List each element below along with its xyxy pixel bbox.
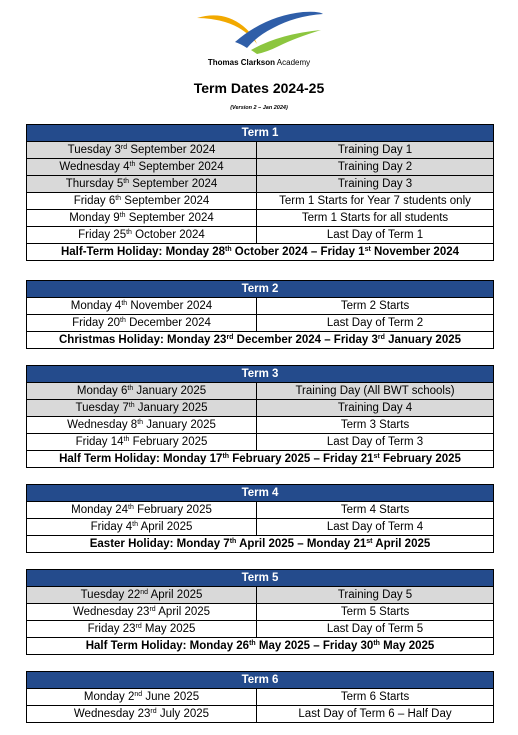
text-part: Half Term Holiday: Monday 26 [85, 639, 250, 652]
term-header: Term 5 [27, 570, 494, 587]
text-part: Tuesday 22 [80, 588, 141, 601]
ordinal-suffix: th [120, 316, 126, 324]
table-row [27, 142, 494, 159]
text-part: November 2024 [370, 245, 460, 258]
text-part: Wednesday 4 [59, 160, 130, 173]
term-table [26, 569, 494, 655]
text-part: Half-Term Holiday: Monday 28 [60, 245, 225, 258]
date-cell [27, 193, 257, 210]
table-row [27, 587, 494, 604]
event-cell: Term 1 Starts for Year 7 students only [257, 193, 494, 210]
term-table [26, 365, 494, 468]
event-cell: Last Day of Term 3 [257, 434, 494, 451]
term-header: Term 4 [27, 485, 494, 502]
text-part: April 2025 – Monday 21 [236, 537, 367, 550]
text-part: Friday 14 [75, 435, 124, 448]
table-row [27, 298, 494, 315]
text-part: April 2025 [155, 605, 211, 618]
date-cell [27, 519, 257, 536]
term-header: Term 2 [27, 281, 494, 298]
text-part: May 2025 [379, 639, 435, 652]
holiday-row [27, 332, 494, 349]
event-cell: Training Day 5 [257, 587, 494, 604]
ordinal-suffix: st [373, 452, 380, 460]
event-cell: Term 6 Starts [257, 689, 494, 706]
table-row [27, 227, 494, 244]
event-cell: Training Day (All BWT schools) [257, 383, 494, 400]
text-part: April 2025 [138, 520, 193, 533]
table-row [27, 502, 494, 519]
text-part: February 2025 [379, 452, 461, 465]
date-cell [27, 689, 257, 706]
event-cell: Training Day 1 [257, 142, 494, 159]
text-part: December 2024 [125, 316, 211, 329]
table-row [27, 383, 494, 400]
school-name-rest: Academy [275, 58, 311, 67]
text-part: May 2025 – Friday 30 [255, 639, 374, 652]
text-part: Christmas Holiday: Monday 23 [59, 333, 227, 346]
term-table [26, 280, 494, 349]
ordinal-suffix: rd [226, 333, 234, 341]
ordinal-suffix: th [123, 435, 130, 443]
text-part: October 2024 – Friday 1 [231, 245, 365, 258]
text-part: Friday 4 [90, 520, 133, 533]
event-cell: Term 4 Starts [257, 502, 494, 519]
date-cell [27, 417, 257, 434]
ordinal-suffix: rd [149, 605, 156, 613]
table-row [27, 210, 494, 227]
school-name [0, 58, 518, 67]
text-part: October 2024 [131, 228, 205, 241]
table-row [27, 315, 494, 332]
ordinal-suffix: th [127, 384, 134, 392]
ordinal-suffix: rd [150, 707, 157, 715]
text-part: Half Term Holiday: Monday 17 [59, 452, 223, 465]
event-cell: Last Day of Term 2 [257, 315, 494, 332]
text-part: July 2025 [156, 707, 210, 720]
text-part: Thursday 5 [65, 177, 124, 190]
text-part: Monday 9 [69, 211, 120, 224]
ordinal-suffix: th [129, 160, 136, 168]
event-cell: Term 2 Starts [257, 298, 494, 315]
ordinal-suffix: th [119, 211, 126, 219]
table-row [27, 621, 494, 638]
text-part: Monday 24 [71, 503, 129, 516]
ordinal-suffix: rd [120, 143, 128, 151]
event-cell: Last Day of Term 1 [257, 227, 494, 244]
term-table [26, 484, 494, 553]
event-cell: Training Day 2 [257, 159, 494, 176]
event-cell: Last Day of Term 4 [257, 519, 494, 536]
text-part: Monday 4 [70, 299, 122, 312]
ordinal-suffix: th [373, 639, 380, 647]
ordinal-suffix: th [128, 401, 135, 409]
date-cell [27, 142, 257, 159]
date-cell [27, 383, 257, 400]
ordinal-suffix: th [225, 245, 232, 253]
ordinal-suffix: th [128, 503, 134, 511]
date-cell [27, 159, 257, 176]
term-header: Term 1 [27, 125, 494, 142]
text-part: Wednesday 23 [72, 605, 150, 618]
ordinal-suffix: th [229, 537, 237, 545]
event-cell: Training Day 3 [257, 176, 494, 193]
text-part: January 2025 [384, 333, 462, 346]
ordinal-suffix: th [249, 639, 256, 647]
text-part: Friday 6 [73, 194, 116, 207]
text-part: Tuesday 7 [75, 401, 129, 414]
holiday-row [27, 244, 494, 261]
text-part: Monday 6 [76, 384, 128, 397]
ordinal-suffix: rd [135, 622, 142, 630]
page-title: Term Dates 2024-25 [193, 80, 325, 96]
holiday-row [27, 536, 494, 553]
text-part: April 2025 [372, 537, 431, 550]
event-cell: Term 5 Starts [257, 604, 494, 621]
date-cell [27, 176, 257, 193]
text-part: September 2024 [127, 143, 216, 156]
term-table [26, 671, 494, 723]
text-part: January 2025 [134, 401, 208, 414]
event-cell: Term 1 Starts for all students [257, 210, 494, 227]
table-row [27, 400, 494, 417]
ordinal-suffix: st [366, 537, 373, 545]
text-part: January 2025 [143, 418, 216, 431]
date-cell [27, 587, 257, 604]
text-part: June 2025 [142, 690, 200, 703]
date-cell [27, 227, 257, 244]
text-part: Friday 20 [72, 316, 121, 329]
date-cell [27, 706, 257, 723]
ordinal-suffix: th [137, 418, 144, 426]
ordinal-suffix: nd [140, 588, 149, 596]
date-cell [27, 621, 257, 638]
text-part: November 2024 [127, 299, 213, 312]
text-part: Friday 23 [87, 622, 136, 635]
version-note: (Version 2 – Jan 2024) [230, 105, 288, 111]
term-header: Term 3 [27, 366, 494, 383]
date-cell [27, 604, 257, 621]
text-part: September 2024 [129, 177, 218, 190]
table-row [27, 176, 494, 193]
event-cell: Last Day of Term 6 – Half Day [257, 706, 494, 723]
text-part: February 2025 – Friday 21 [229, 452, 374, 465]
ordinal-suffix: th [132, 520, 139, 528]
date-cell [27, 434, 257, 451]
table-row [27, 519, 494, 536]
table-row [27, 193, 494, 210]
text-part: Wednesday 8 [67, 418, 138, 431]
event-cell: Training Day 4 [257, 400, 494, 417]
ordinal-suffix: st [364, 245, 371, 253]
date-cell [27, 298, 257, 315]
text-part: Easter Holiday: Monday 7 [89, 537, 230, 550]
holiday-row [27, 638, 494, 655]
text-part: September 2024 [135, 160, 224, 173]
ordinal-suffix: th [123, 177, 130, 185]
text-part: Monday 2 [83, 690, 135, 703]
table-row [27, 434, 494, 451]
text-part: Friday 25 [78, 228, 127, 241]
ordinal-suffix: th [126, 228, 132, 236]
text-part: February 2025 [129, 435, 208, 448]
date-cell [27, 400, 257, 417]
date-cell [27, 315, 257, 332]
ordinal-suffix: rd [377, 333, 385, 341]
table-row [27, 689, 494, 706]
ordinal-suffix: th [115, 194, 122, 202]
text-part: Tuesday 3 [67, 143, 121, 156]
table-row [27, 159, 494, 176]
text-part: September 2024 [121, 194, 210, 207]
ordinal-suffix: nd [134, 690, 143, 698]
text-part: September 2024 [125, 211, 214, 224]
text-part: December 2024 – Friday 3 [233, 333, 378, 346]
academy-logo [195, 8, 325, 56]
table-row [27, 604, 494, 621]
text-part: April 2025 [148, 588, 203, 601]
term-header: Term 6 [27, 672, 494, 689]
event-cell: Term 3 Starts [257, 417, 494, 434]
text-part: January 2025 [133, 384, 207, 397]
ordinal-suffix: th [121, 299, 128, 307]
text-part: Wednesday 23 [73, 707, 151, 720]
text-part: February 2025 [133, 503, 212, 516]
date-cell [27, 502, 257, 519]
ordinal-suffix: th [222, 452, 230, 460]
date-cell [27, 210, 257, 227]
holiday-row [27, 451, 494, 468]
school-name-bold: Thomas Clarkson [207, 58, 275, 67]
table-row [27, 417, 494, 434]
event-cell: Last Day of Term 5 [257, 621, 494, 638]
table-row [27, 706, 494, 723]
text-part: May 2025 [141, 622, 196, 635]
term-table [26, 124, 494, 261]
